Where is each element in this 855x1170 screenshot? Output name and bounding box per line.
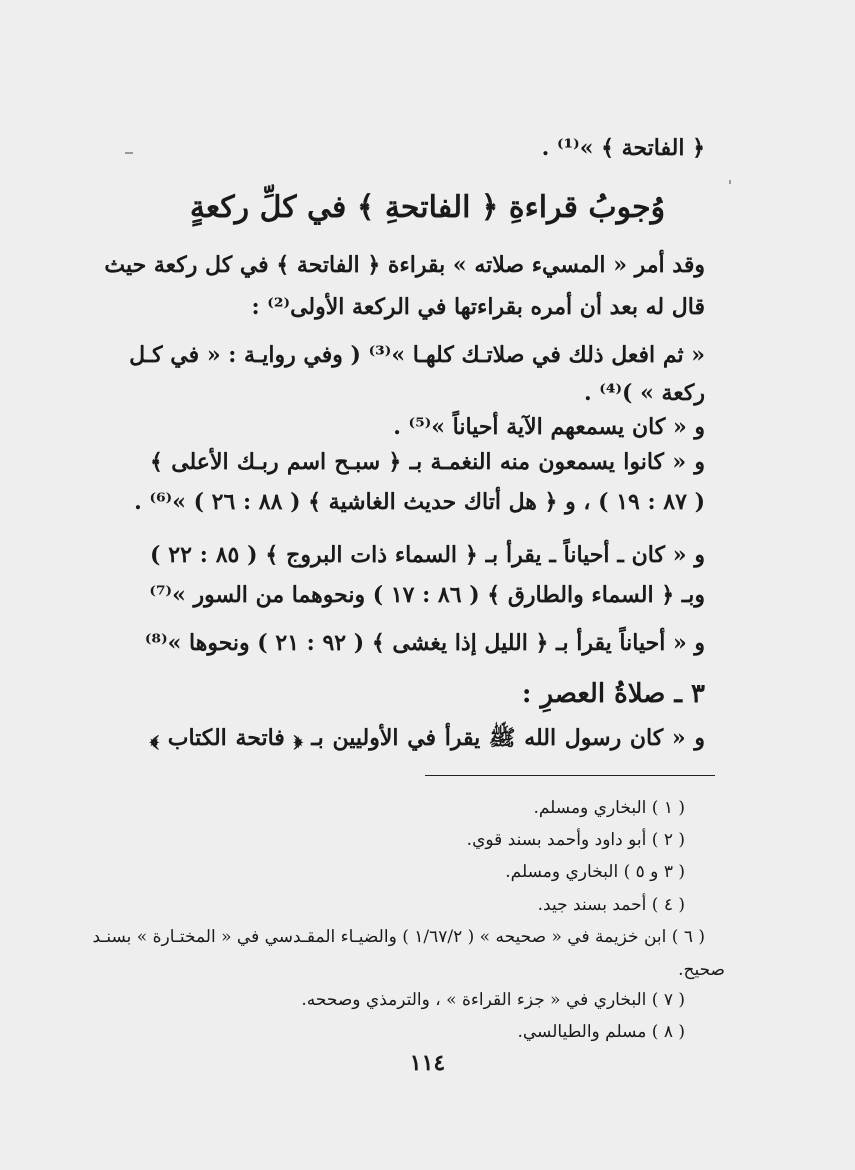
- footnote-divider: [425, 775, 715, 776]
- text-line: و « كان ـ أحياناً ـ يقرأ بـ ﴿ السماء ذات البروج ﴾ ( ٨٥ : ٢٢ ): [150, 542, 705, 568]
- scan-speck: [125, 152, 133, 154]
- text-line: و « كانوا يسمعون منه النغمـة بـ ﴿ سبـح اسم ربـك الأعلى ﴾: [150, 449, 705, 475]
- scan-speck: [729, 180, 731, 184]
- text-line: ﴿ الفاتحة ﴾ »⁽¹⁾ .: [541, 135, 705, 161]
- text-line: ( ٨٧ : ١٩ ) ، و ﴿ هل أتاك حديث الغاشية ﴾ ( ٨٨ : ٢٦ ) »⁽⁶⁾ .: [134, 489, 705, 515]
- footnote: ( ٤ ) أحمد بسند جيد.: [537, 895, 685, 915]
- text-line: و « كان يسمعهم الآية أحياناً »⁽⁵⁾ .: [393, 414, 705, 440]
- footnote: ( ١ ) البخاري ومسلم.: [533, 798, 685, 818]
- footnote: ( ٣ و ٥ ) البخاري ومسلم.: [505, 862, 685, 882]
- page-number: ١١٤: [409, 1050, 446, 1076]
- subsection-heading: ٣ ـ صلاةُ العصرِ :: [521, 679, 705, 709]
- text-line: « ثم افعل ذلك في صلاتـك كلهـا »⁽³⁾ ( وفي روايـة : « في كـل: [129, 342, 705, 368]
- text-line: و « كان رسول الله ﷺ يقرأ في الأوليين بـ ﴿ فاتحة الكتاب ﴾: [150, 725, 705, 751]
- footnote: ( ٢ ) أبو داود وأحمد بسند قوي.: [466, 830, 685, 850]
- footnote: ( ٨ ) مسلم والطيالسي.: [517, 1022, 685, 1042]
- footnote-continuation: صحيح.: [678, 960, 725, 980]
- footnote: ( ٦ ) ابن خزيمة في « صحيحه » ( ١/٦٧/٢ ) والضيـاء المقـدسي في « المختـارة » بسنـد: [92, 927, 705, 947]
- text-line: قال له بعد أن أمره بقراءتها في الركعة الأولى⁽²⁾ :: [251, 294, 705, 320]
- text-line: وبـ ﴿ السماء والطارق ﴾ ( ٨٦ : ١٧ ) ونحوهما من السور »⁽⁷⁾: [149, 582, 705, 608]
- text-line: و « أحياناً يقرأ بـ ﴿ الليل إذا يغشى ﴾ ( ٩٢ : ٢١ ) ونحوها »⁽⁸⁾: [144, 630, 705, 656]
- footnote: ( ٧ ) البخاري في « جزء القراءة » ، والترمذي وصححه.: [301, 990, 685, 1010]
- text-line: ركعة » )⁽⁴⁾ .: [583, 380, 705, 406]
- section-heading: وُجوبُ قراءةِ ﴿ الفاتحةِ ﴾ في كلِّ ركعةٍ: [189, 190, 666, 225]
- text-line: وقد أمر « المسيء صلاته » بقراءة ﴿ الفاتحة ﴾ في كل ركعة حيث: [104, 252, 705, 278]
